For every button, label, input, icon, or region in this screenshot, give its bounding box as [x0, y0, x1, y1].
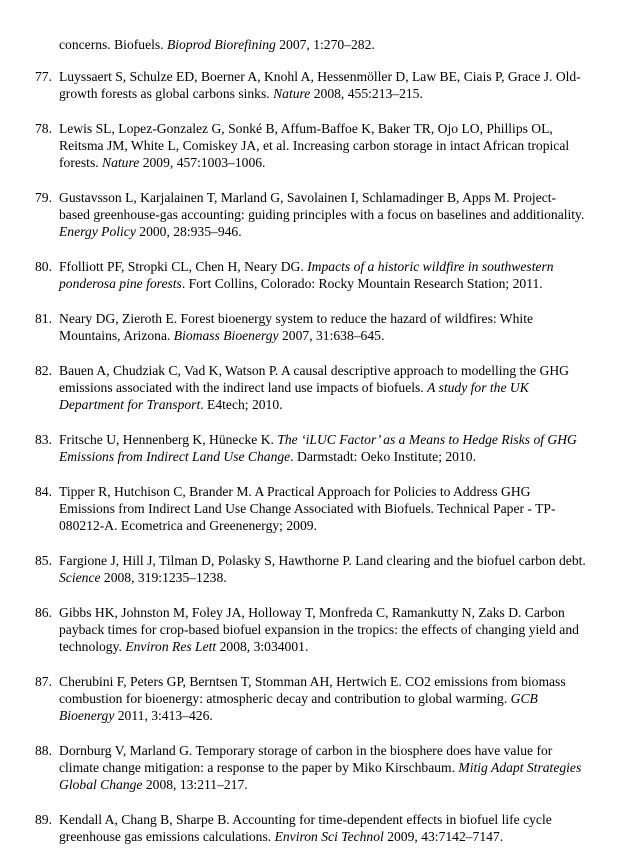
reference-list	[0, 36, 617, 863]
reference-number: 81.	[35, 311, 52, 326]
reference-text-segment: 2009, 457:1003–1006.	[139, 155, 266, 170]
reference-italic-text: Biomass Bioenergy	[173, 328, 279, 343]
reference-italic-text: Science	[59, 570, 101, 585]
reference-italic-text: Nature	[273, 86, 311, 101]
reference-text-segment: 2008, 455:213–215.	[310, 86, 423, 101]
reference-continuation	[0, 36, 617, 53]
reference-text-segment: Bauen A, Chudziak C, Vad K, Watson P. A causal descriptive approach to modelling the GHG emissions associated with the indirect land use impacts of biofuels.	[59, 363, 569, 395]
reference-number: 78.	[35, 121, 52, 136]
reference-italic-text: GCB Bioenergy	[59, 691, 538, 723]
reference-item	[0, 604, 617, 655]
reference-italic-text: Bioprod Biorefining	[166, 37, 276, 52]
reference-number: 89.	[35, 812, 52, 827]
reference-text	[59, 552, 587, 586]
reference-item	[0, 811, 617, 845]
reference-number: 79.	[35, 190, 52, 205]
reference-item	[0, 258, 617, 292]
reference-italic-text: Energy Policy	[59, 224, 136, 239]
reference-text-segment: Lewis SL, Lopez-Gonzalez G, Sonké B, Affum-Baffoe K, Baker TR, Ojo LO, Phillips OL, Reitsma JM, White L, Comiskey JA, et al. Increasing carbon storage in intact African tropical forests.	[59, 121, 570, 170]
reference-text	[59, 68, 587, 102]
reference-text-segment: Cherubini F, Peters GP, Berntsen T, Stomman AH, Hertwich E. CO2 emissions from biomass combustion for bioenergy: atmospheric decay and contribution to global warming.	[59, 674, 566, 706]
reference-text-segment: Gibbs HK, Johnston M, Foley JA, Holloway T, Monfreda C, Ramankutty N, Zaks D. Carbon payback times for crop-based biofuel expansion in the tropics: the effects of changing yield and technology.	[59, 605, 579, 654]
reference-item	[0, 552, 617, 586]
reference-number: 84.	[35, 484, 52, 499]
reference-item	[0, 120, 617, 171]
reference-text	[59, 742, 587, 793]
reference-text-segment: . Darmstadt: Oeko Institute; 2010.	[290, 449, 476, 464]
reference-item	[0, 362, 617, 413]
reference-item	[0, 431, 617, 465]
reference-text-segment: Gustavsson L, Karjalainen T, Marland G, Savolainen I, Schlamadinger B, Apps M. Project-based greenhouse-gas accounting: guiding principles with a focus on baselines and additionality.	[59, 190, 585, 222]
reference-number: 86.	[35, 605, 52, 620]
reference-text-segment: 2008, 319:1235–1238.	[100, 570, 227, 585]
reference-text-segment: 2008, 3:034001.	[216, 639, 309, 654]
reference-text	[59, 431, 587, 465]
reference-italic-text: Mitig Adapt Strategies Global Change	[59, 760, 582, 792]
reference-text	[59, 362, 587, 413]
reference-item	[0, 742, 617, 793]
reference-text	[59, 310, 587, 344]
reference-text-segment: 2008, 13:211–217.	[142, 777, 248, 792]
reference-text	[59, 483, 587, 534]
reference-text-segment: 2000, 28:935–946.	[135, 224, 242, 239]
reference-text	[59, 811, 587, 845]
reference-italic-text: The ‘iLUC Factor’ as a Means to Hedge Risks of GHG Emissions from Indirect Land Use Change	[59, 432, 577, 464]
reference-text-segment: Neary DG, Zieroth E. Forest bioenergy system to reduce the hazard of wildfires: White Mountains, Arizona.	[59, 311, 534, 343]
reference-text-segment: concerns. Biofuels.	[59, 37, 167, 52]
reference-italic-text: Environ Res Lett	[125, 639, 217, 654]
reference-text	[59, 604, 587, 655]
reference-italic-text: Nature	[102, 155, 140, 170]
reference-text-segment: 2007, 31:638–645.	[278, 328, 385, 343]
reference-italic-text: A study for the UK Department for Transport	[59, 380, 529, 412]
reference-text-segment: Fritsche U, Hennenberg K, Hünecke K.	[59, 432, 278, 447]
reference-number: 87.	[35, 674, 52, 689]
reference-number: 88.	[35, 743, 52, 758]
reference-number: 82.	[35, 363, 52, 378]
reference-text-segment: Kendall A, Chang B, Sharpe B. Accounting for time-dependent effects in biofuel life cycle greenhouse gas emissions calculations.	[59, 812, 552, 844]
reference-number: 83.	[35, 432, 52, 447]
reference-text	[59, 189, 587, 240]
reference-item	[0, 483, 617, 534]
reference-text-segment: 2011, 3:413–426.	[114, 708, 213, 723]
reference-item	[0, 310, 617, 344]
reference-number: 77.	[35, 69, 52, 84]
reference-text	[59, 36, 587, 53]
reference-text-segment: Tipper R, Hutchison C, Brander M. A Practical Approach for Policies to Address GHG Emissions from Indirect Land Use Change Associated with Biofuels. Technical Paper - TP-080212-A. Ecometrica and Greenenergy; 2009.	[59, 484, 556, 533]
reference-item	[0, 189, 617, 240]
reference-text	[59, 673, 587, 724]
reference-italic-text: Environ Sci Technol	[274, 829, 384, 844]
reference-text-segment: . Fort Collins, Colorado: Rocky Mountain Research Station; 2011.	[181, 276, 543, 291]
reference-item	[0, 673, 617, 724]
reference-text-segment: . E4tech; 2010.	[200, 397, 283, 412]
reference-text-segment: Dornburg V, Marland G. Temporary storage of carbon in the biosphere does have value for climate change mitigation: a response to the paper by Miko Kirschbaum.	[59, 743, 553, 775]
reference-number: 85.	[35, 553, 52, 568]
reference-text-segment: Fargione J, Hill J, Tilman D, Polasky S, Hawthorne P. Land clearing and the biofuel carbon debt.	[59, 553, 586, 568]
reference-italic-text: Impacts of a historic wildfire in southwestern ponderosa pine forests	[59, 259, 554, 291]
reference-text-segment: Ffolliott PF, Stropki CL, Chen H, Neary DG.	[59, 259, 308, 274]
reference-text-segment: 2007, 1:270–282.	[275, 37, 375, 52]
reference-number: 80.	[35, 259, 52, 274]
reference-text-segment: Luyssaert S, Schulze ED, Boerner A, Knohl A, Hessenmöller D, Law BE, Ciais P, Grace J. Old-growth forests as global carbons sinks.	[59, 69, 581, 101]
reference-text	[59, 120, 587, 171]
reference-text	[59, 258, 587, 292]
reference-item	[0, 68, 617, 102]
reference-text-segment: 2009, 43:7142–7147.	[383, 829, 504, 844]
